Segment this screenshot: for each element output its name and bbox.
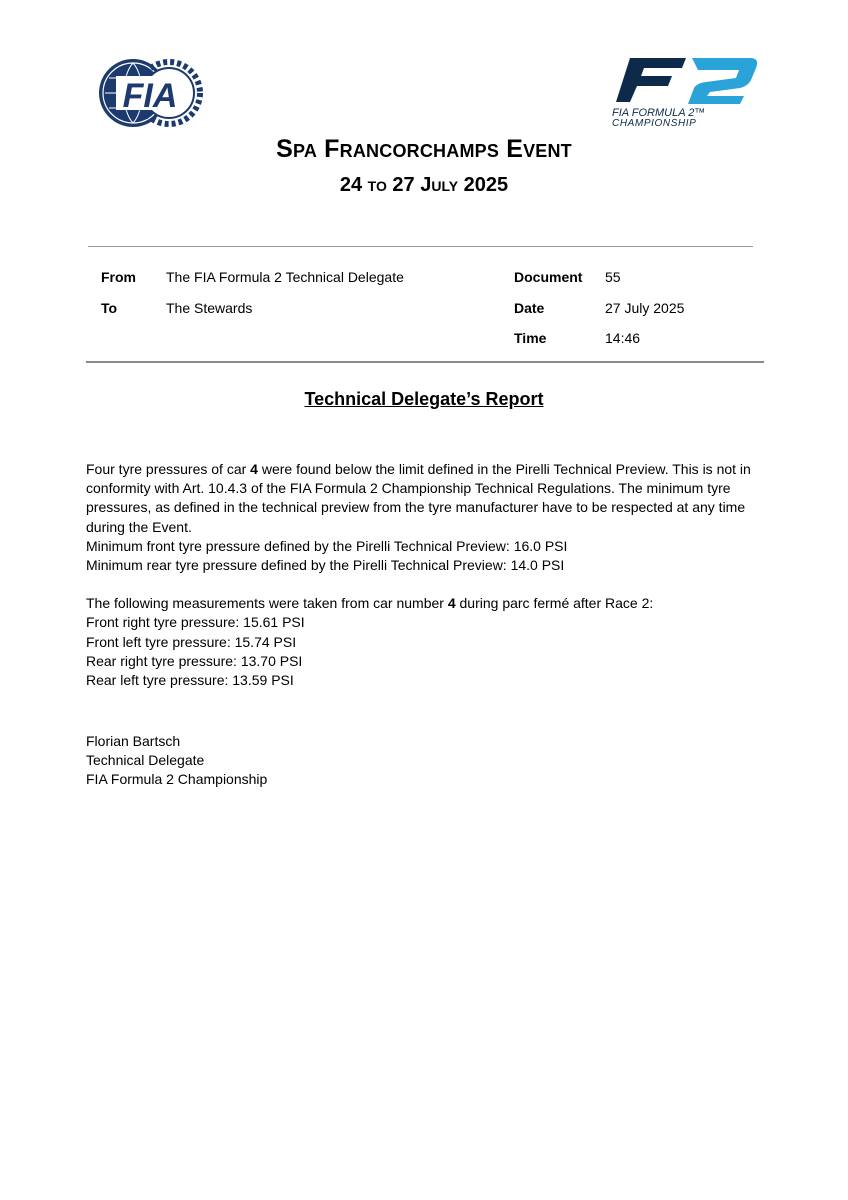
- f2-logo-line2: CHAMPIONSHIP: [612, 118, 697, 128]
- f2-logo-line1: FIA FORMULA 2™: [612, 107, 706, 119]
- report-body: [86, 460, 766, 690]
- measurement-line: Front left tyre pressure: 15.74 PSI: [86, 633, 297, 650]
- measurement-line: Rear right tyre pressure: 13.70 PSI: [86, 652, 303, 669]
- paragraph-text: Four tyre pressures of car: [86, 461, 251, 477]
- header-divider: [88, 246, 753, 247]
- report-title: Technical Delegate’s Report: [304, 389, 544, 409]
- min-front-line: Minimum front tyre pressure defined by the Pirelli Technical Preview: 16.0 PSI: [86, 537, 568, 554]
- date-value: 27 July 2025: [605, 300, 685, 316]
- measurement-line: Front right tyre pressure: 15.61 PSI: [86, 614, 305, 631]
- paragraph-text: were found below the limit defined in the Pirelli Technical Preview. This is not in conformity with Art. 10.4.3 of the FIA Formula 2 Championship Technical Regulations. The minimum tyre pressures, as defined in the technical preview from the tyre manufacturer have to be respected at any time during the Event.: [86, 461, 751, 535]
- signature-role: Technical Delegate: [86, 752, 205, 769]
- document-value: 55: [605, 269, 621, 285]
- car-number: 4: [250, 461, 258, 477]
- to-label: To: [101, 300, 118, 316]
- signature-org: FIA Formula 2 Championship: [86, 771, 268, 788]
- time-value: 14:46: [605, 330, 641, 346]
- event-dates: 24 to 27 July 2025: [339, 174, 509, 196]
- signature-name: Florian Bartsch: [86, 733, 181, 749]
- min-rear-line: Minimum rear tyre pressure defined by the Pirelli Technical Preview: 14.0 PSI: [86, 557, 565, 574]
- car-number: 4: [447, 595, 456, 612]
- time-label: Time: [514, 330, 547, 346]
- signature-block: [86, 732, 267, 790]
- paragraph-text: during parc fermé after Race 2:: [455, 595, 654, 612]
- document-label: Document: [514, 269, 583, 285]
- fia-logo: [96, 56, 204, 130]
- paragraph-text: The following measurements were taken from car number: [86, 595, 448, 612]
- fia-logo-text: FIA: [122, 77, 178, 115]
- date-label: Date: [514, 300, 545, 316]
- report-paragraph: [86, 460, 766, 537]
- from-value: The FIA Formula 2 Technical Delegate: [166, 269, 404, 285]
- to-value: The Stewards: [166, 300, 253, 316]
- measurement-line: Rear left tyre pressure: 13.59 PSI: [86, 672, 294, 689]
- measurements-intro: [86, 594, 766, 613]
- event-title: Spa Francorchamps Event: [276, 135, 572, 163]
- from-label: From: [101, 269, 136, 285]
- meta-divider: [86, 361, 764, 363]
- f2-logo: [608, 56, 760, 128]
